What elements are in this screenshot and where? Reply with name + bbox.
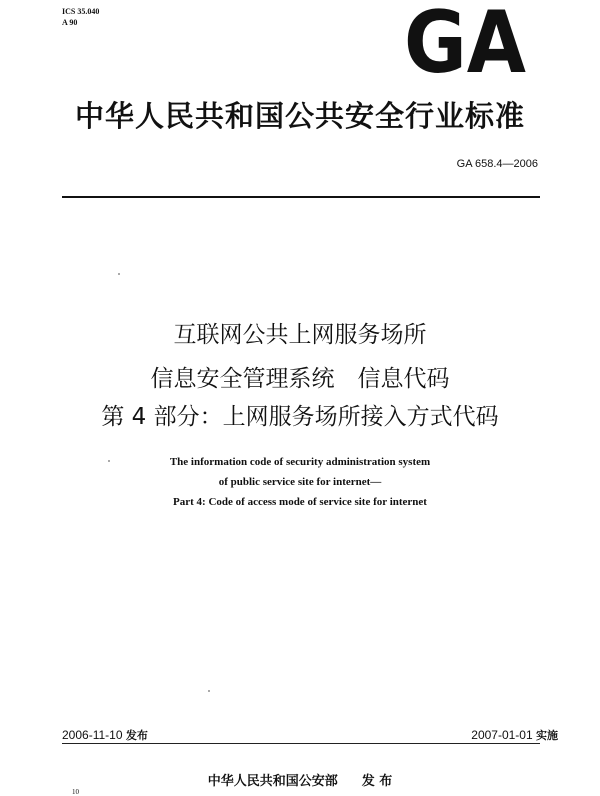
issue-date: 2006-11-10	[62, 728, 123, 742]
scan-speck	[208, 690, 210, 692]
issuer-line	[0, 770, 600, 789]
standard-category-title: 中华人民共和国公共安全行业标准	[74, 99, 525, 133]
scan-speck	[118, 273, 120, 275]
ics-code: ICS 35.040	[62, 7, 100, 16]
page-number: 10	[72, 788, 79, 796]
title-en-line-1: The information code of security administration system	[169, 456, 431, 468]
effective-date-line	[471, 727, 558, 743]
effective-label: 实施	[536, 729, 558, 742]
ga-logo	[402, 2, 528, 76]
title-cn-line-2: 信息安全管理系统 信息代码	[150, 366, 450, 392]
scan-speck	[108, 460, 110, 462]
issue-date-line	[62, 727, 148, 743]
issuer-action: 发 布	[361, 774, 393, 789]
title-cn-line-1: 互联网公共上网服务场所	[173, 322, 427, 348]
ga-logo-text: GA	[404, 2, 527, 76]
ccs-code: A 90	[62, 18, 78, 27]
title-en-line-2: of public service site for internet—	[218, 476, 382, 488]
footer-divider	[62, 743, 540, 744]
issuer-name: 中华人民共和国公安部	[207, 774, 338, 789]
issue-label: 发布	[125, 729, 148, 742]
effective-date: 2007-01-01	[471, 728, 533, 742]
header-divider	[62, 196, 540, 198]
title-cn-line-3: 第 4 部分：上网服务场所接入方式代码	[101, 404, 499, 430]
title-en-line-3: Part 4: Code of access mode of service site for internet	[173, 496, 427, 508]
standard-number: GA 658.4—2006	[456, 158, 538, 170]
classification-codes	[62, 6, 99, 28]
